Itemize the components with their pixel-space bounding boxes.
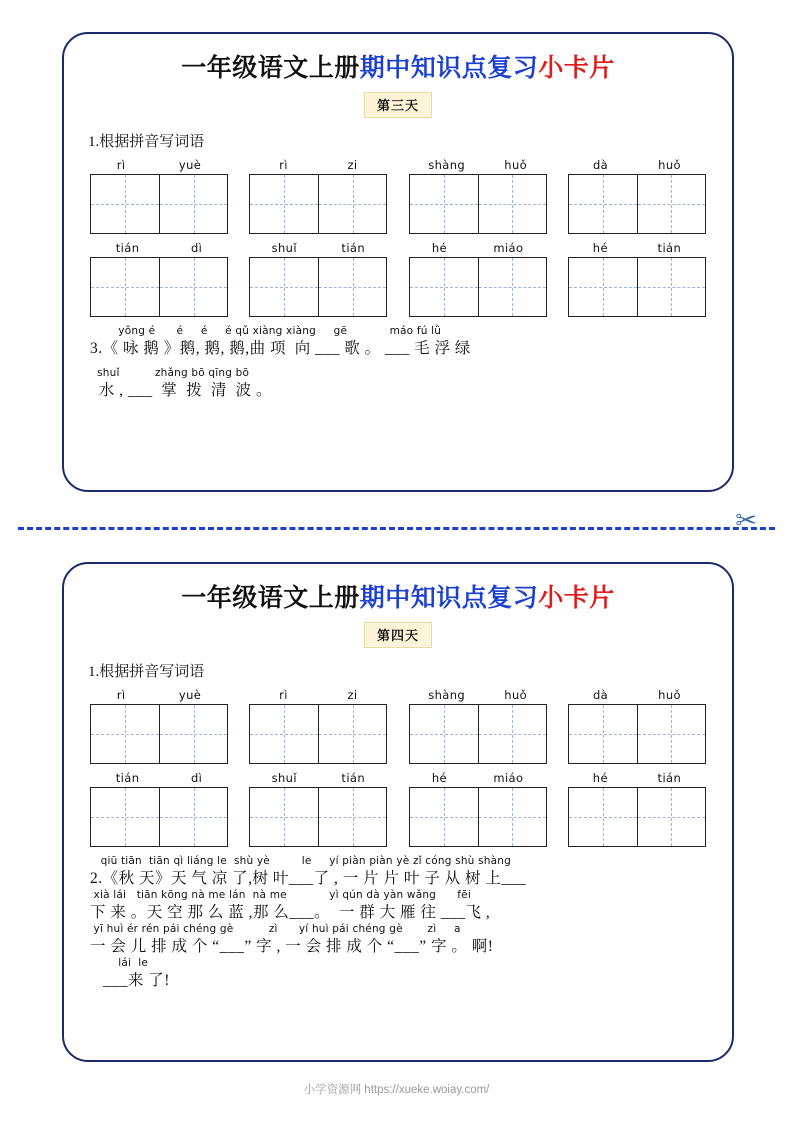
pinyin-syllable: huǒ (504, 158, 528, 172)
grid-row (64, 687, 732, 764)
pinyin-line (409, 240, 547, 255)
grid-row (64, 770, 732, 847)
pinyin-syllable: tián (115, 771, 140, 785)
pinyin-line (409, 770, 547, 785)
pinyin-syllable: tián (115, 241, 140, 255)
pinyin-syllable: shuǐ (271, 771, 297, 785)
tianzige-cell[interactable] (250, 258, 318, 316)
pinyin-line (249, 770, 387, 785)
tianzige-cell[interactable] (91, 788, 159, 846)
sentence-pinyin: shuǐ zhǎng bō qīng bō (90, 367, 250, 379)
pinyin-syllable: dà (592, 688, 609, 702)
pinyin-syllable: dì (190, 771, 203, 785)
pinyin-syllable: tián (657, 771, 682, 785)
tianzige-cell[interactable] (637, 258, 705, 316)
pinyin-syllable: rì (279, 688, 288, 702)
sentence-pinyin: yī huì ér rén pái chéng gè zì yí huì pái chéng gè zì a (90, 923, 461, 935)
word-block (249, 687, 387, 764)
tianzige-cell[interactable] (569, 258, 637, 316)
word-block (90, 770, 228, 847)
pinyin-syllable: yuè (178, 688, 202, 702)
word-block (568, 687, 706, 764)
day-badge: 第三天 (364, 92, 432, 118)
pinyin-line (90, 770, 228, 785)
pinyin-syllable: zi (347, 688, 358, 702)
sentence-text[interactable]: 下 来 。天 空 那 么 蓝 ,那 么___。 一 群 大 雁 往 ___飞 , (90, 904, 491, 921)
grid-row (64, 157, 732, 234)
tianzige-pair[interactable] (568, 787, 706, 847)
pinyin-syllable: shuǐ (271, 241, 297, 255)
tianzige-cell[interactable] (569, 705, 637, 763)
tianzige-pair[interactable] (568, 704, 706, 764)
sentence-pinyin: lái le (90, 957, 149, 969)
tianzige-pair[interactable] (568, 257, 706, 317)
sentence-pinyin: yǒng é é é é qǔ xiàng xiàng gē máo fú lǜ (90, 325, 442, 337)
pinyin-syllable: huǒ (504, 688, 528, 702)
tianzige-cell[interactable] (478, 258, 546, 316)
pinyin-syllable: huǒ (658, 158, 681, 172)
pinyin-line (249, 157, 387, 172)
card-title (64, 48, 732, 84)
tianzige-cell[interactable] (637, 175, 705, 233)
tianzige-cell[interactable] (410, 258, 478, 316)
pinyin-syllable: tián (341, 771, 366, 785)
tianzige-cell[interactable] (250, 788, 318, 846)
tianzige-cell[interactable] (637, 788, 705, 846)
word-block (409, 157, 547, 234)
tianzige-pair[interactable] (249, 787, 387, 847)
sentence-text[interactable]: 一 会 儿 排 成 个 “___” 字 , 一 会 排 成 个 “___” 字 。 啊! (90, 938, 494, 955)
pinyin-syllable: tián (657, 241, 682, 255)
pinyin-syllable: tián (341, 241, 366, 255)
word-block (90, 157, 228, 234)
card-title-red: 小卡片 (538, 585, 615, 612)
tianzige-pair[interactable] (90, 174, 228, 234)
pinyin-syllable: hé (592, 771, 608, 785)
card-title (64, 578, 732, 614)
sentence-pinyin: qiū tiān tiān qì liáng le shù yè le yí piàn piàn yè zǐ cóng shù shàng (90, 855, 511, 867)
pinyin-syllable: shàng (428, 688, 466, 702)
tianzige-cell[interactable] (159, 705, 227, 763)
pinyin-line (90, 240, 228, 255)
pinyin-syllable: rì (279, 158, 288, 172)
pinyin-line (409, 687, 547, 702)
pinyin-syllable: hé (431, 241, 447, 255)
tianzige-pair[interactable] (90, 257, 228, 317)
word-block (90, 240, 228, 317)
tianzige-cell[interactable] (569, 788, 637, 846)
tianzige-pair[interactable] (90, 704, 228, 764)
tianzige-cell[interactable] (410, 705, 478, 763)
tianzige-cell[interactable] (318, 258, 386, 316)
tianzige-cell[interactable] (410, 175, 478, 233)
pinyin-syllable: shàng (428, 158, 466, 172)
tianzige-cell[interactable] (250, 175, 318, 233)
tianzige-cell[interactable] (478, 175, 546, 233)
tianzige-cell[interactable] (478, 705, 546, 763)
sentence-text[interactable]: 水 , ___ 掌 拨 清 波 。 (90, 382, 273, 399)
card-title-red: 小卡片 (538, 55, 615, 82)
tianzige-cell[interactable] (569, 175, 637, 233)
pinyin-line (90, 157, 228, 172)
card-title-black: 一年级语文上册 (181, 585, 360, 612)
sentence-block (64, 325, 732, 401)
tianzige-cell[interactable] (250, 705, 318, 763)
sentence-text[interactable]: 3.《 咏 鹅 》鹅, 鹅, 鹅,曲 项 向 ___ 歌 。 ___ 毛 浮 绿 (90, 340, 471, 357)
pinyin-line (568, 687, 706, 702)
pinyin-syllable: miáo (493, 771, 524, 785)
scissors-icon: ✂ (735, 506, 757, 535)
tianzige-cell[interactable] (637, 705, 705, 763)
tianzige-cell[interactable] (159, 175, 227, 233)
pinyin-line (409, 157, 547, 172)
tianzige-cell[interactable] (478, 788, 546, 846)
word-block (90, 687, 228, 764)
pinyin-line (568, 770, 706, 785)
pinyin-syllable: yuè (178, 158, 202, 172)
pinyin-line (568, 157, 706, 172)
word-block (568, 770, 706, 847)
word-block (409, 770, 547, 847)
pinyin-line (249, 687, 387, 702)
tianzige-pair[interactable] (409, 257, 547, 317)
tianzige-pair[interactable] (409, 704, 547, 764)
tianzige-cell[interactable] (91, 705, 159, 763)
word-block (568, 157, 706, 234)
sentence-text[interactable]: ___来 了! (90, 972, 170, 989)
tianzige-pair[interactable] (90, 787, 228, 847)
card-title-blue: 期中知识点复习 (359, 585, 539, 612)
tianzige-cell[interactable] (159, 788, 227, 846)
word-block (568, 240, 706, 317)
tianzige-cell[interactable] (159, 258, 227, 316)
footer-credit: 小学资源网 https://xueke.woiay.com/ (303, 1084, 490, 1096)
card-title-black: 一年级语文上册 (181, 55, 360, 82)
pinyin-syllable: rì (116, 688, 126, 702)
tianzige-cell[interactable] (91, 175, 159, 233)
pinyin-syllable: hé (431, 771, 447, 785)
word-block (249, 240, 387, 317)
practice-card-day4 (62, 562, 734, 1062)
tianzige-pair[interactable] (249, 174, 387, 234)
tianzige-cell[interactable] (318, 705, 386, 763)
pinyin-syllable: hé (592, 241, 608, 255)
pinyin-line (249, 240, 387, 255)
section-label-1: 1.根据拼音写词语 (88, 664, 205, 680)
tianzige-cell[interactable] (318, 788, 386, 846)
grid-row (64, 240, 732, 317)
word-block (249, 157, 387, 234)
tianzige-cell[interactable] (410, 788, 478, 846)
section-label-1: 1.根据拼音写词语 (88, 134, 205, 150)
pinyin-syllable: dì (190, 241, 203, 255)
tianzige-pair[interactable] (249, 704, 387, 764)
pinyin-line (568, 240, 706, 255)
sentence-pinyin: xià lái tiān kōng nà me lán nà me yì qún dà yàn wǎng fēi (90, 889, 471, 901)
sentence-text[interactable]: 2.《秋 天》天 气 凉 了,树 叶___了 , 一 片 片 叶 子 从 树 上___ (90, 870, 527, 887)
day-badge: 第四天 (364, 622, 432, 648)
word-block (249, 770, 387, 847)
tianzige-pair[interactable] (568, 174, 706, 234)
tianzige-pair[interactable] (409, 787, 547, 847)
tianzige-pair[interactable] (249, 257, 387, 317)
pinyin-syllable: rì (116, 158, 126, 172)
cut-line (18, 527, 775, 530)
tianzige-pair[interactable] (409, 174, 547, 234)
pinyin-line (90, 687, 228, 702)
pinyin-syllable: zi (347, 158, 358, 172)
word-block (409, 687, 547, 764)
sentence-block (64, 855, 732, 991)
practice-card-day3 (62, 32, 734, 492)
pinyin-syllable: miáo (493, 241, 524, 255)
card-title-blue: 期中知识点复习 (359, 55, 539, 82)
tianzige-cell[interactable] (318, 175, 386, 233)
pinyin-syllable: huǒ (658, 688, 681, 702)
pinyin-syllable: dà (592, 158, 609, 172)
word-block (409, 240, 547, 317)
tianzige-cell[interactable] (91, 258, 159, 316)
